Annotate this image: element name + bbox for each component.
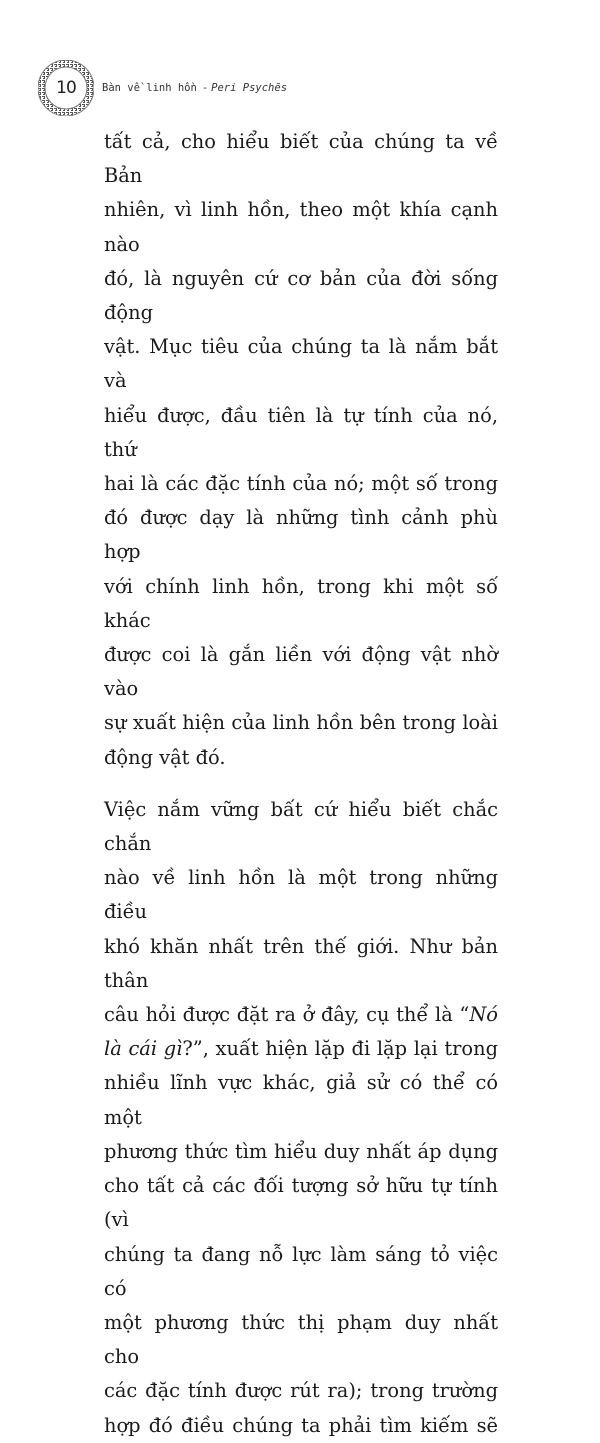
text-run: ?”, xuất hiện lặp đi lặp lại trong (182, 1037, 499, 1061)
running-title (102, 82, 287, 94)
text-line: với chính linh hồn, trong khi một số khác (104, 574, 498, 632)
text-line: động vật đó. (104, 745, 226, 769)
text-line: chúng ta đang nỗ lực làm sáng tỏ việc có (104, 1242, 498, 1300)
italic-quote: là cái gì (104, 1037, 183, 1061)
paragraph-2 (104, 793, 498, 1443)
title-separator: - (201, 82, 209, 94)
text-line: sự xuất hiện của linh hồn bên trong loài (104, 711, 498, 735)
text-line: hợp đó điều chúng ta phải tìm kiếm sẽ (104, 1413, 498, 1437)
page-body (104, 125, 498, 1443)
text-line (104, 998, 498, 1032)
text-line: được coi là gắn liền với động vật nhờ vào (104, 643, 498, 701)
paragraph-1 (104, 125, 498, 775)
text-line: hiểu được, đầu tiên là tự tính của nó, thứ (104, 403, 498, 461)
text-line: đó, là nguyên cứ cơ bản của đời sống động (104, 266, 498, 325)
book-title: Bàn về linh hồn (102, 82, 197, 94)
text-line: tất cả, cho hiểu biết của chúng ta về Bản (104, 130, 498, 188)
running-header (38, 60, 287, 116)
text-line: đó được dạy là những tình cảnh phù hợp (104, 506, 498, 564)
text-line: vật. Mục tiêu của chúng ta là nắm bắt và (104, 335, 498, 393)
text-line: nhiên, vì linh hồn, theo một khía cạnh nào (104, 198, 498, 256)
text-line: khó khăn nhất trên thế giới. Như bản thân (104, 934, 498, 992)
text-line: phương thức tìm hiểu duy nhất áp dụng (104, 1139, 498, 1163)
page-number: 10 (56, 78, 76, 98)
text-line: cho tất cả các đối tượng sở hữu tự tính (vì (104, 1174, 498, 1232)
text-line (104, 1032, 498, 1066)
text-line: nào về linh hồn là một trong những điều (104, 866, 498, 924)
text-line: hai là các đặc tính của nó; một số trong (104, 472, 498, 496)
text-line: Việc nắm vững bất cứ hiểu biết chắc chắn (104, 797, 498, 856)
text-line: một phương thức thị phạm duy nhất cho (104, 1310, 498, 1369)
italic-quote: Nó (469, 1003, 498, 1027)
text-line: nhiều lĩnh vực khác, giả sử có thể có một (104, 1071, 498, 1129)
text-line: các đặc tính được rút ra); trong trường (104, 1379, 498, 1403)
page-number-badge (38, 60, 94, 116)
text-run: câu hỏi được đặt ra ở đây, cụ thể là “ (104, 1003, 470, 1027)
original-title: Peri Psychēs (211, 82, 288, 94)
